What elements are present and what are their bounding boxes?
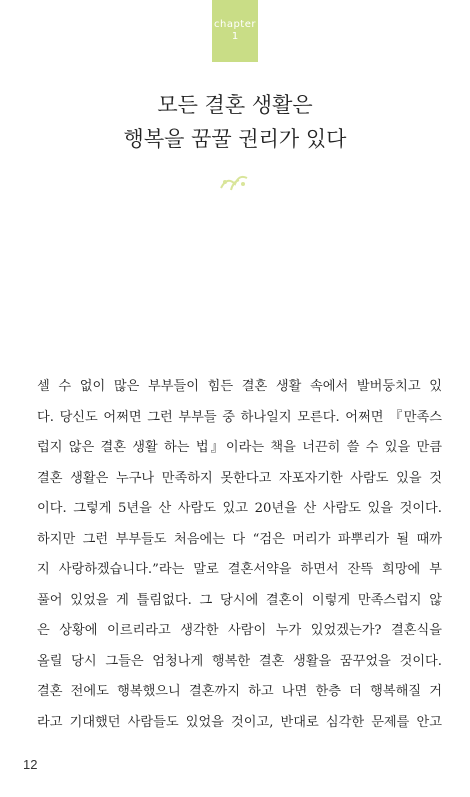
chapter-title-line2: 행복을 꿈꿀 권리가 있다 bbox=[123, 127, 347, 151]
sprout-ornament-icon bbox=[217, 170, 253, 192]
body-line: 라고 기대했던 사람들도 있었을 것이고, 반대로 심각한 문제를 안고 bbox=[37, 714, 442, 730]
body-line: 럽지 않은 결혼 생활 하는 법』이라는 책을 너끈히 쓸 수 있을 만큼 bbox=[37, 440, 442, 455]
page-number: 12 bbox=[23, 757, 38, 772]
body-line: 은 상황에 이르리라고 생각한 사람이 누가 있었겠는가? 결혼식을 bbox=[37, 623, 442, 638]
body-line: 결혼 생활은 누구나 만족하지 못한다고 자포자기한 사람도 있을 것 bbox=[37, 470, 442, 486]
body-line: 이다. 그렇게 5년을 산 사람도 있고 20년을 산 사람도 있을 것이다. bbox=[37, 501, 442, 516]
chapter-title-line1: 모든 결혼 생활은 bbox=[157, 93, 313, 117]
body-line: 지 사랑하겠습니다.”라는 말로 결혼서약을 하면서 잔뜩 희망에 부 bbox=[37, 562, 442, 577]
chapter-number: 1 bbox=[231, 31, 239, 42]
chapter-label: chapter bbox=[214, 19, 256, 30]
chapter-tab bbox=[212, 0, 258, 62]
body-line: 올릴 당시 그들은 엄청나게 행복한 결혼 생활을 꿈꾸었을 것이다. bbox=[37, 653, 442, 669]
body-line: 결혼 전에도 행복했으니 결혼까지 하고 나면 한층 더 행복해질 거 bbox=[37, 684, 442, 699]
chapter-title bbox=[0, 88, 470, 156]
body-line: 셀 수 없이 많은 부부들이 힘든 결혼 생활 속에서 발버둥치고 있 bbox=[37, 379, 442, 394]
body-line: 다. 당신도 어쩌면 그런 부부들 중 하나일지 모른다. 어쩌면 『만족스 bbox=[37, 409, 442, 425]
body-line: 풀어 있었을 게 틀림없다. 그 당시에 결혼이 이렇게 만족스럽지 않 bbox=[37, 592, 442, 608]
body-line: 하지만 그런 부부들도 처음에는 다 “검은 머리가 파뿌리가 될 때까 bbox=[37, 531, 442, 547]
body-paragraph bbox=[37, 372, 442, 738]
